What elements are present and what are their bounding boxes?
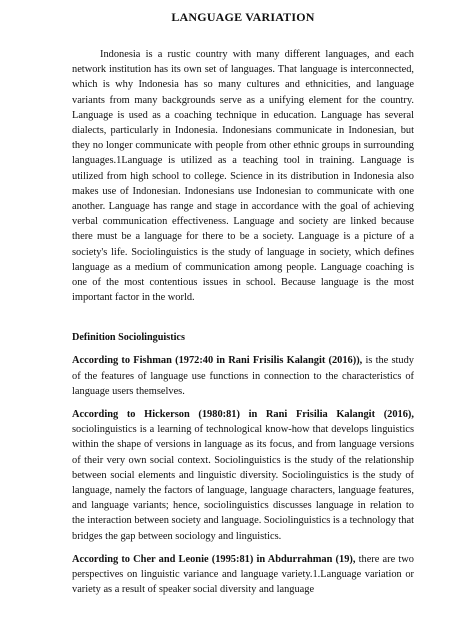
section-heading: Definition Sociolinguistics <box>72 332 185 344</box>
definition-body: is the study of the features of language use functions in connection to the characteristics of language users themselves. <box>72 355 414 397</box>
definition-hickerson <box>72 407 414 544</box>
definition-fishman <box>72 353 414 399</box>
definition-body: sociolinguistics is a learning of technological know-how that develops linguistics within the shape of versions in language as its focus, and from language versions of their very own social context. Sociolinguistics is the study of the relationship between social elements and linguistic diversity. Sociolinguistics is the study of language, namely the factors of language, language characters, language features, and language variants; hence, sociolinguistics discusses language in relation to the interaction between society and language. Sociolinguistics is a technology that bridges the gap between sociology and linguistics. <box>72 424 414 542</box>
intro-paragraph: Indonesia is a rustic country with many different languages, and each network institution has its own set of languages. That language is interconnected, which is why Indonesia has so many cultures and ethnicities, and language variants from many backgrounds serve as a unifying element for the country. Language is used as a coaching technique in education. Language has several dialects, particularly in Indonesia. Indonesians communicate in Indonesian, but they no longer communicate with people from other ethnic groups in surrounding languages.1Language is utilized as a teaching tool in training. Language is utilized from high school to college. Science in its distribution in Indonesia also makes use of Indonesian. Indonesians use Indonesian to communicate with one another. Language has range and stage in accordance with the goal of achieving verbal communication effectiveness. Language and society are linked because there must be a language for there to be a society. Language is a picture of a society's life. Sociolinguistics is the study of language in society, which defines language as a medium of communication among people. Language coaching is one of the most contentious issues in school. Because language is the most important factor in the world. <box>72 49 414 304</box>
definition-lead: According to Fishman (1972:40 in Rani Frisilis Kalangit (2016)), <box>72 355 363 367</box>
definition-cher-leonie <box>72 552 414 598</box>
definition-lead: According to Cher and Leonie (1995:81) in Abdurrahman (19), <box>72 553 356 565</box>
document-title: LANGUAGE VARIATION <box>171 10 315 24</box>
definition-lead: According to Hickerson (1980:81) in Rani Frisilia Kalangit (2016), <box>72 409 414 421</box>
definition-body: there are two perspectives on linguistic variance and language variety.1.Language variation or variety as a result of speaker social diversity and language <box>72 553 414 596</box>
